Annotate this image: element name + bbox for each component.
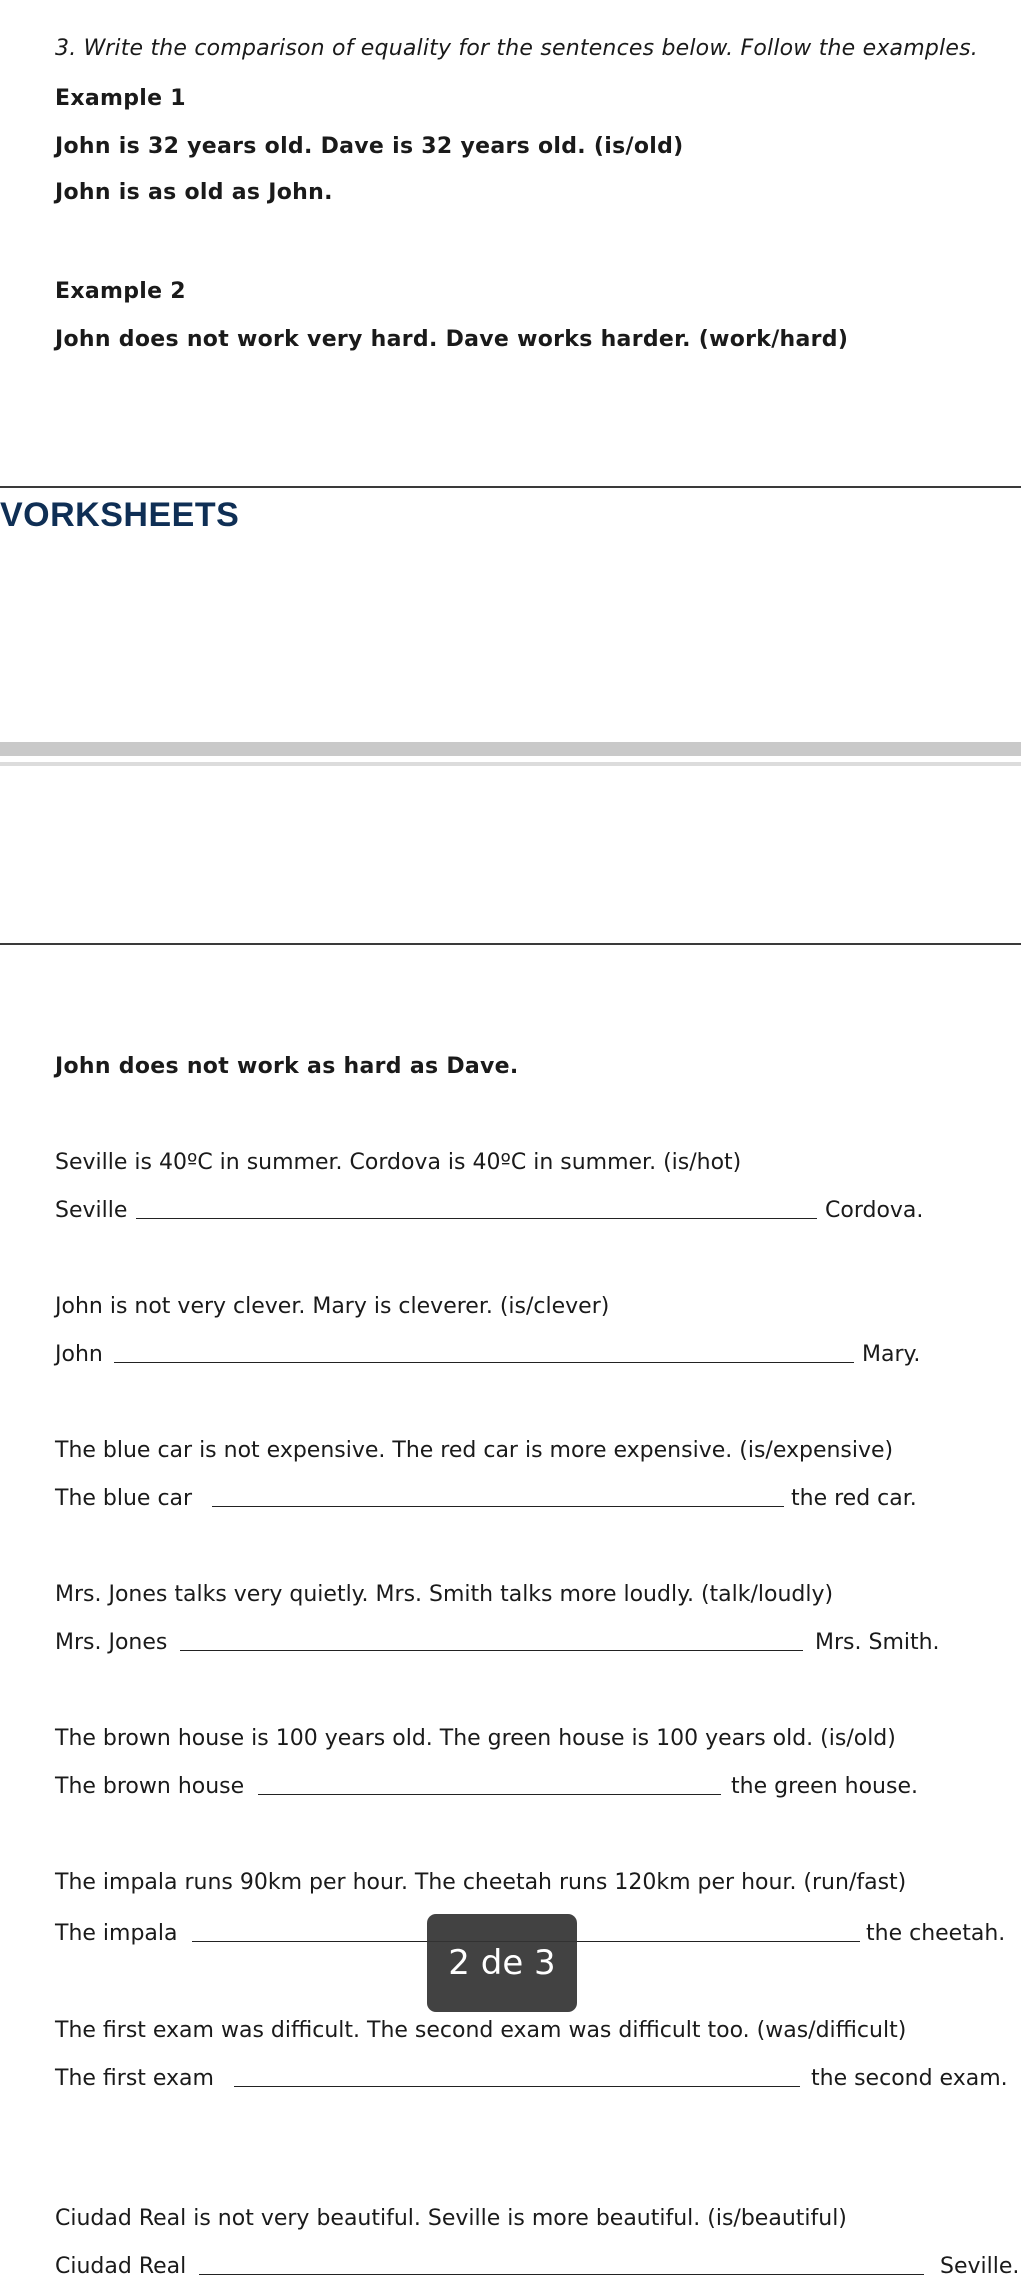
exercise-6-prompt: The impala runs 90km per hour. The cheetah runs 120km per hour. (run/fast) xyxy=(55,1870,907,1895)
exercise-3-subject: The blue car xyxy=(55,1486,193,1511)
exercise-2-subject: John xyxy=(55,1342,103,1367)
exercise-8-blank[interactable] xyxy=(199,2274,924,2275)
exercise-1-prompt: Seville is 40ºC in summer. Cordova is 40ºC in summer. (is/hot) xyxy=(55,1150,742,1175)
exercise-8-prompt: Ciudad Real is not very beautiful. Seville is more beautiful. (is/beautiful) xyxy=(55,2206,847,2231)
exercise-2-blank[interactable] xyxy=(114,1362,854,1363)
exercise-4-subject: Mrs. Jones xyxy=(55,1630,168,1655)
exercise-8-object: Seville. xyxy=(940,2254,1020,2279)
exercise-6-object: the cheetah. xyxy=(866,1921,1006,1946)
section-rule xyxy=(0,943,1021,945)
exercise-4-blank[interactable] xyxy=(180,1650,803,1651)
exercise-7-blank[interactable] xyxy=(234,2086,800,2087)
exercise-3-blank[interactable] xyxy=(212,1506,784,1507)
example-2-prompt: John does not work very hard. Dave works harder. (work/hard) xyxy=(55,327,849,352)
exercise-5-blank[interactable] xyxy=(258,1794,721,1795)
exercise-5-prompt: The brown house is 100 years old. The green house is 100 years old. (is/old) xyxy=(55,1726,896,1751)
example-2-label: Example 2 xyxy=(55,279,186,304)
exercise-2-object: Mary. xyxy=(862,1342,921,1367)
page-indicator: 2 de 3 xyxy=(427,1914,577,2012)
exercise-7-subject: The first exam xyxy=(55,2066,214,2091)
exercise-1-blank[interactable] xyxy=(136,1218,817,1219)
exercise-2-prompt: John is not very clever. Mary is cleverer. (is/clever) xyxy=(55,1294,610,1319)
exercise-7-object: the second exam. xyxy=(811,2066,1008,2091)
example-1-label: Example 1 xyxy=(55,86,186,111)
exercise-5-subject: The brown house xyxy=(55,1774,245,1799)
banner-top-rule xyxy=(0,486,1021,488)
exercise-6-subject: The impala xyxy=(55,1921,178,1946)
example-2-answer: John does not work as hard as Dave. xyxy=(55,1054,519,1079)
worksheets-banner: VORKSHEETS xyxy=(0,496,240,534)
exercise-3-prompt: The blue car is not expensive. The red car is more expensive. (is/expensive) xyxy=(55,1438,894,1463)
exercise-1-subject: Seville xyxy=(55,1198,128,1223)
exercise-4-object: Mrs. Smith. xyxy=(815,1630,940,1655)
divider-band xyxy=(0,742,1021,756)
instruction-text: 3. Write the comparison of equality for the sentences below. Follow the examples. xyxy=(55,36,978,61)
example-1-answer: John is as old as John. xyxy=(55,180,333,205)
exercise-7-prompt: The first exam was difficult. The second exam was difficult too. (was/difficult) xyxy=(55,2018,907,2043)
exercise-3-object: the red car. xyxy=(791,1486,917,1511)
exercise-8-subject: Ciudad Real xyxy=(55,2254,187,2279)
exercise-4-prompt: Mrs. Jones talks very quietly. Mrs. Smith talks more loudly. (talk/loudly) xyxy=(55,1582,834,1607)
divider-band-thin xyxy=(0,762,1021,766)
exercise-1-object: Cordova. xyxy=(825,1198,924,1223)
example-1-prompt: John is 32 years old. Dave is 32 years old. (is/old) xyxy=(55,134,684,159)
exercise-5-object: the green house. xyxy=(731,1774,918,1799)
